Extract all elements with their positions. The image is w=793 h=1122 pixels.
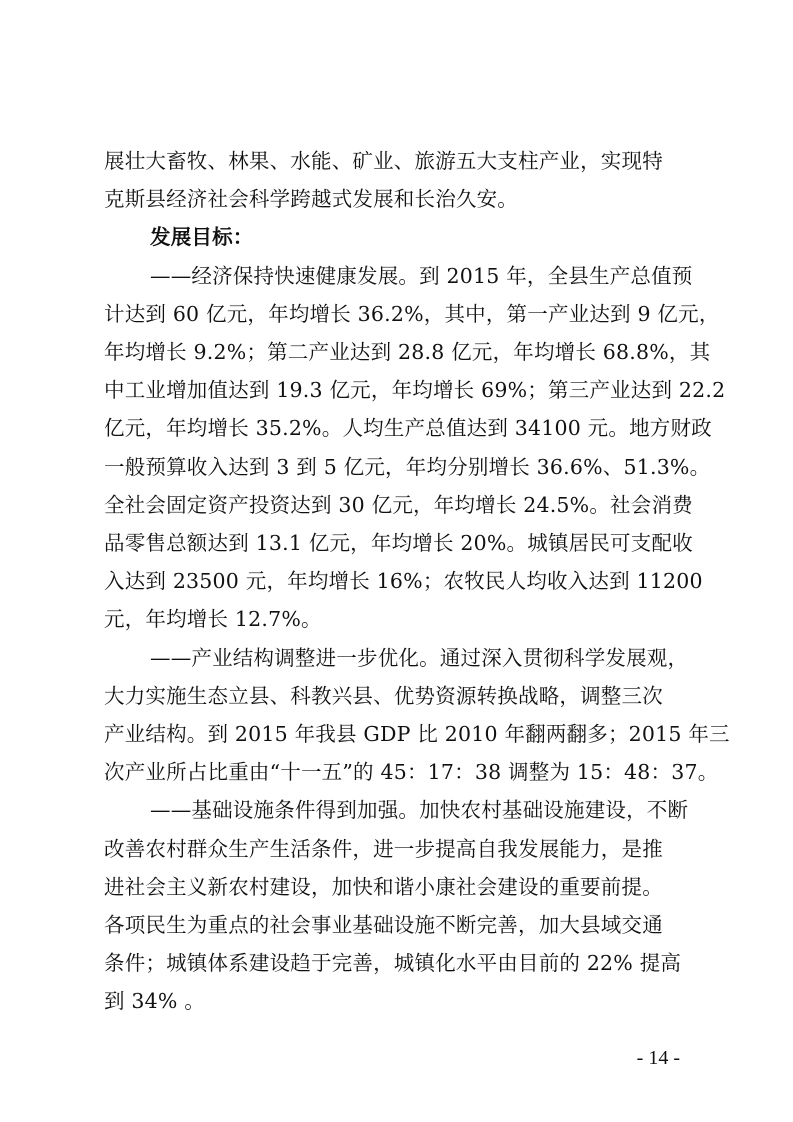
- continuation-paragraph: [104, 142, 694, 218]
- text-line: 进社会主义新农村建设，加快和谐小康社会建设的重要前提。: [104, 874, 663, 899]
- text-line: 中工业增加值达到 19.3 亿元，年均增长 69%；第三产业达到 22.2: [104, 378, 726, 403]
- text-line: 大力实施生态立县、科教兴县、优势资源转换战略，调整三次: [104, 683, 663, 708]
- text-line: 克斯县经济社会科学跨越式发展和长治久安。: [104, 187, 518, 212]
- text-line: 入达到 23500 元，年均增长 16%；农牧民人均收入达到 11200: [104, 569, 703, 594]
- text-line: 产业结构。到 2015 年我县 GDP 比 2010 年翻两翻多；2015 年三: [104, 722, 730, 747]
- document-body: [104, 142, 730, 1021]
- text-line: 全社会固定资产投资达到 30 亿元，年均增长 24.5%。社会消费: [104, 492, 693, 517]
- page-number: - 14 -: [636, 1047, 680, 1069]
- text-line: 改善农村群众生产生活条件，进一步提高自我发展能力，是推: [104, 836, 663, 861]
- paragraph-infrastructure: [104, 791, 694, 1020]
- text-line: 元，年均增长 12.7%。: [104, 607, 322, 632]
- section-heading: 发展目标：: [150, 225, 254, 250]
- text-line: 品零售总额达到 13.1 亿元，年均增长 20%。城镇居民可支配收: [104, 531, 693, 556]
- text-line: 各项民生为重点的社会事业基础设施不断完善，加大县域交通: [104, 913, 663, 938]
- text-line: 次产业所占比重由“十一五”的 45：17：38 调整为 15：48：37。: [104, 760, 719, 785]
- text-line: ——经济保持快速健康发展。到 2015 年，全县生产总值预: [150, 263, 693, 288]
- text-line: ——产业结构调整进一步优化。通过深入贯彻科学发展观，: [150, 645, 689, 670]
- text-line: 条件；城镇体系建设趋于完善，城镇化水平由目前的 22% 提高: [104, 951, 682, 976]
- text-line: 展壮大畜牧、林果、水能、矿业、旅游五大支柱产业，实现特: [104, 149, 663, 173]
- text-line: ——基础设施条件得到加强。加快农村基础设施建设，不断: [150, 798, 689, 823]
- text-line: 亿元，年均增长 35.2%。人均生产总值达到 34100 元。地方财政: [104, 416, 712, 441]
- text-line: 年均增长 9.2%；第二产业达到 28.8 亿元，年均增长 68.8%，其: [104, 340, 711, 365]
- text-line: 到 34% 。: [104, 989, 205, 1014]
- paragraph-industrial-structure: [104, 639, 730, 792]
- text-line: 计达到 60 亿元，年均增长 36.2%，其中，第一产业达到 9 亿元，: [104, 301, 720, 326]
- text-line: 一般预算收入达到 3 到 5 亿元，年均分别增长 36.6%、51.3%。: [104, 454, 711, 479]
- paragraph-economic-growth: [104, 257, 726, 639]
